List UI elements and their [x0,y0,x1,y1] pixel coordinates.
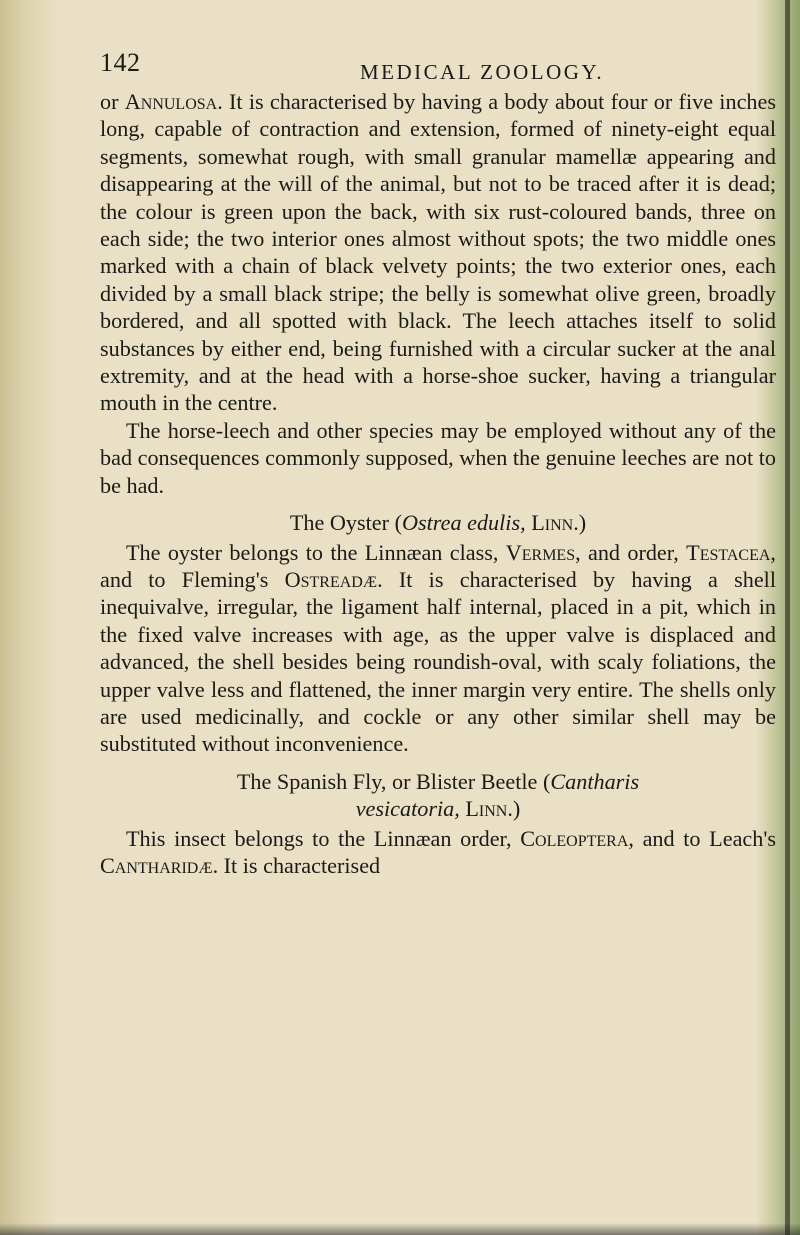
page-left-margin-shading [0,0,58,1235]
taxon-coleoptera: Coleoptera, [520,825,634,851]
leech-description-paragraph: or Annulosa. It is characterised by having a body about four or five inches long, capable of contraction and extension, formed of ninety-eight equal segments, somewhat rough, with small granular mamellæ appearing and disappearing at the will of the animal, but not to be traced after it is dead; the colour is green upon the back, with six rust-coloured bands, three on each side; the two interior ones almost without spots; the two middle ones marked with a chain of black velvety points; the two exterior ones, each divided by a small black stripe; the belly is somewhat olive green, broadly bordered, and all spotted with black. The leech attaches itself to solid substances by either end, being furnished with a circular sucker at the anal extremity, and at the head with a horse-shoe sucker, having a triangular mouth in the centre. [100,89,776,416]
spanish-fly-heading-line-1: The Spanish Fly, or Blister Beetle (Cantharis [236,768,640,794]
page-header [100,48,776,88]
horse-leech-paragraph: The horse-leech and other species may be employed without any of the bad consequences commonly supposed, when the genuine leeches are not to be had. [100,417,776,498]
book-page [100,48,776,879]
taxon-cantharidae: Cantharidæ. [100,852,219,878]
taxon-annulosa: Annulosa. [124,89,223,114]
taxon-testacea: Testacea, [686,539,776,565]
book-spine-edge [785,0,790,1235]
body-text [100,88,776,879]
page-bottom-shadow [0,1223,800,1235]
oyster-latin-name: Ostrea edulis, [401,510,526,536]
page-number: 142 [100,48,141,77]
running-head: MEDICAL ZOOLOGY. [360,60,605,84]
spanish-fly-heading-line-2: vesicatoria, Linn.) [355,796,521,822]
spanish-fly-paragraph: This insect belongs to the Linnæan order, Coleoptera, and to Leach's Cantharidæ. It is characterised [100,825,776,878]
spanish-fly-heading [100,768,776,823]
taxon-ostreadae: Ostreadæ. [284,566,383,592]
taxon-vermes: Vermes, [505,539,581,565]
oyster-heading: The Oyster (Ostrea edulis, Linn.) [289,510,587,536]
oyster-paragraph: The oyster belongs to the Linnæan class, Vermes, and order, Testacea, and to Fleming's Ostreadæ. It is characterised by having a shell inequivalve, irregular, the ligament half internal, placed in a pit, which in the fixed valve increases with age, as the upper valve is displaced and advanced, the shell besides being roundish-oval, with scaly foliations, the upper valve less and flattened, the inner margin very entire. The shells only are used medicinally, and cockle or any other similar shell may be substituted without inconvenience. [100,539,776,757]
